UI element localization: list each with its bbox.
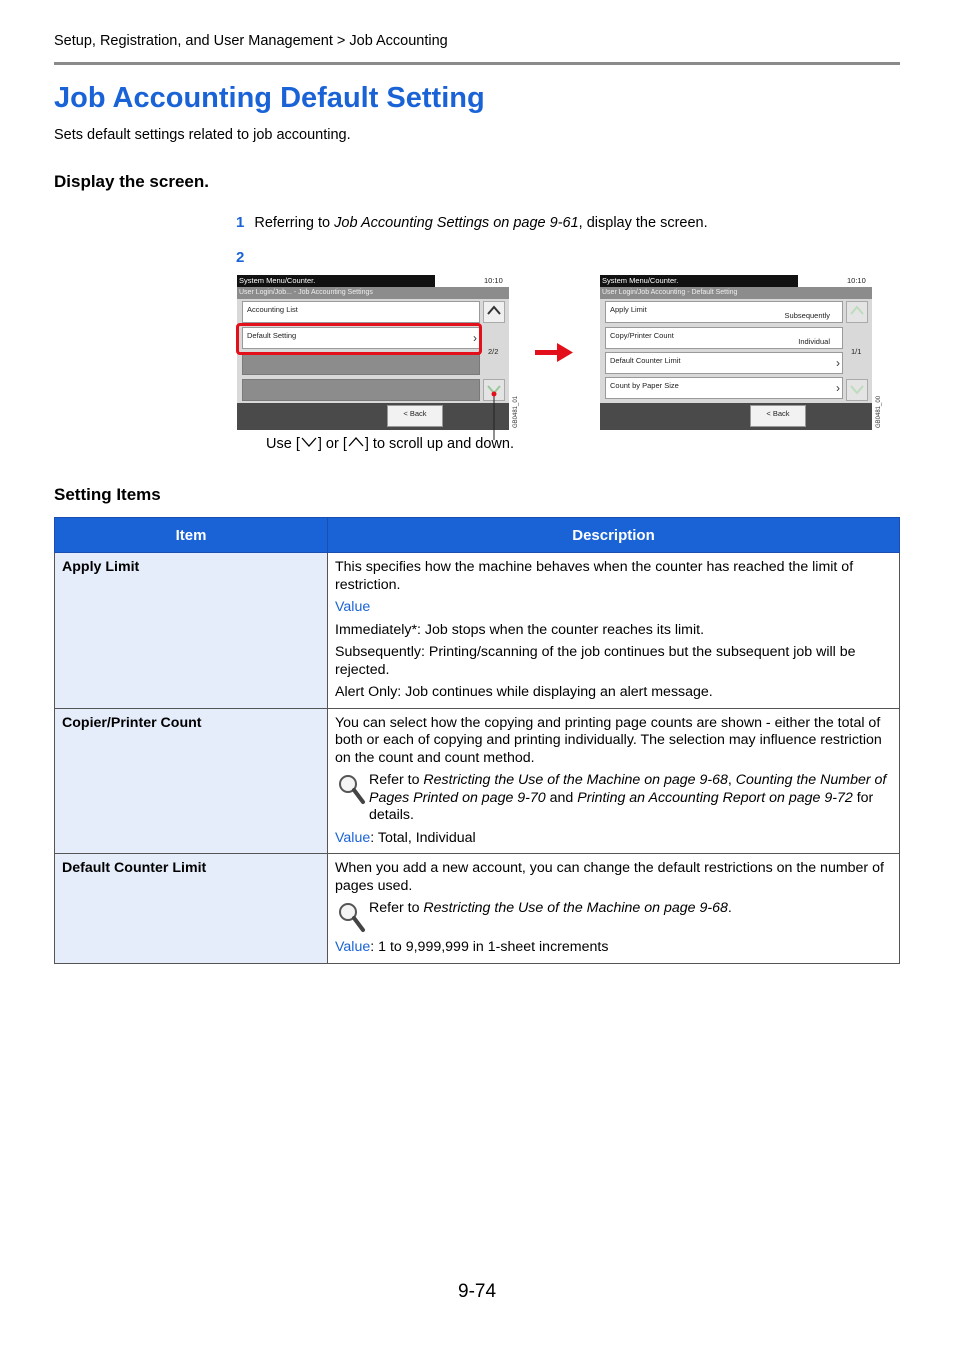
- row-label: Apply Limit: [610, 305, 647, 314]
- chevron-down-icon: [848, 380, 866, 398]
- caption-part2: ] or [: [317, 436, 347, 452]
- screen2-subheader: User Login/Job Accounting - Default Setting: [600, 287, 872, 299]
- table-row: [55, 854, 900, 964]
- column-header-description: Description: [328, 518, 900, 553]
- setting-items-table: [54, 517, 900, 964]
- magnifier-icon: [335, 772, 369, 806]
- value-option: Subsequently: Printing/scanning of the job continues but the subsequent job will be rejected.: [335, 644, 856, 678]
- ref-and: and: [545, 789, 578, 806]
- row-label: Default Setting: [247, 331, 297, 340]
- page-number: 9-74: [458, 1281, 497, 1302]
- ref-link-counting[interactable]: Counting the Number of Pages Printed on page 9-70: [369, 772, 887, 806]
- screen1-header: System Menu/Counter.: [237, 275, 435, 287]
- screen2-page-indicator: 1/1: [851, 347, 862, 356]
- breadcrumb: Setup, Registration, and User Management > Job Accounting: [54, 33, 448, 49]
- value-text: : Total, Individual: [370, 829, 476, 846]
- ref-link-restricting[interactable]: Restricting the Use of the Machine on page 9-68: [423, 772, 728, 788]
- value-line: [335, 939, 892, 957]
- description-cell: [328, 854, 900, 964]
- caption-part1: Use [: [266, 436, 300, 452]
- screen2-row-copy-printer-count[interactable]: [605, 327, 843, 349]
- reference-note: [335, 772, 892, 825]
- row-label: Count by Paper Size: [610, 381, 679, 390]
- scroll-up-button[interactable]: [846, 301, 868, 323]
- screen1-subheader: User Login/Job... - Job Accounting Settings: [237, 287, 509, 299]
- screen2-row-count-by-paper-size[interactable]: [605, 377, 843, 399]
- item-default-counter-limit: Default Counter Limit: [55, 854, 328, 964]
- screen1-time: 10:10: [484, 276, 503, 285]
- description-text: This specifies how the machine behaves when the counter has reached the limit of restriction.: [335, 559, 854, 593]
- chevron-right-icon: ›: [836, 356, 840, 370]
- value-label: Value: [335, 939, 371, 955]
- chevron-up-icon: [485, 302, 503, 320]
- screen2-time: 10:10: [847, 276, 866, 285]
- table-row: [55, 553, 900, 709]
- screen1-row-accounting-list[interactable]: [242, 301, 480, 323]
- description-text: You can select how the copying and printing page counts are shown - either the total of both or each of copying and printing individually. The selection may influence restriction on the count and count method.: [335, 714, 882, 766]
- ref-link-restricting[interactable]: Restricting the Use of the Machine on page 9-68: [423, 900, 728, 916]
- magnifier-icon: [335, 900, 369, 934]
- screen2-header: System Menu/Counter.: [600, 275, 798, 287]
- value-option: Alert Only: Job continues while displaying an alert message.: [335, 684, 713, 700]
- description-cell: [328, 708, 900, 854]
- step-2-number: 2: [236, 249, 245, 266]
- item-copier-printer-count: Copier/Printer Count: [55, 708, 328, 854]
- description-text: When you add a new account, you can change the default restrictions on the number of pages used.: [335, 860, 884, 894]
- screen1-page-indicator: 2/2: [488, 347, 499, 356]
- step-2: [236, 249, 244, 267]
- callout-line: [480, 390, 510, 442]
- value-line: [335, 830, 892, 848]
- value-option: Immediately*: Job stops when the counter reaches its limit.: [335, 621, 705, 638]
- ref-link-report[interactable]: Printing an Accounting Report on page 9-72: [577, 789, 853, 806]
- screen1-row-empty: [242, 353, 480, 375]
- table-row: [55, 708, 900, 854]
- row-value: Individual: [798, 337, 830, 346]
- arrow-right-icon: [535, 342, 575, 364]
- step-1-suffix: , display the screen.: [578, 215, 708, 231]
- value-text: : 1 to 9,999,999 in 1-sheet increments: [370, 939, 609, 955]
- screen2-row-apply-limit[interactable]: [605, 301, 843, 323]
- screen1-image-code: GB0481_01: [513, 395, 519, 428]
- ref-suffix: .: [727, 900, 732, 916]
- chevron-down-icon: [300, 436, 318, 448]
- screen2-back-button[interactable]: < Back: [750, 405, 806, 427]
- intro-text: Sets default settings related to job accounting.: [54, 127, 351, 143]
- screen2-row-default-counter-limit[interactable]: [605, 352, 843, 374]
- item-apply-limit: Apply Limit: [55, 553, 328, 709]
- ref-prefix: Refer to: [369, 772, 424, 788]
- row-label: Accounting List: [247, 305, 298, 314]
- column-header-item: Item: [55, 518, 328, 553]
- highlight-box: [236, 323, 482, 355]
- setting-items-heading: Setting Items: [54, 485, 161, 504]
- chevron-up-icon: [848, 302, 866, 320]
- header-divider: [54, 62, 900, 65]
- screen1-back-button[interactable]: < Back: [387, 405, 443, 427]
- chevron-right-icon: ›: [473, 331, 477, 345]
- screen-default-setting: [600, 275, 872, 430]
- ref-suffix: for details.: [369, 789, 874, 823]
- chevron-up-icon: [347, 436, 365, 448]
- scroll-down-button[interactable]: [846, 379, 868, 401]
- screen2-image-code: GB0481_00: [876, 395, 882, 428]
- row-label: Default Counter Limit: [610, 356, 681, 365]
- value-label: Value: [335, 829, 371, 846]
- row-label: Copy/Printer Count: [610, 331, 674, 340]
- scroll-caption: [266, 436, 514, 452]
- step-1-prefix: Referring to: [254, 215, 335, 231]
- step-1-link[interactable]: Job Accounting Settings on page 9-61: [334, 215, 579, 231]
- step-1-number: 1: [236, 214, 245, 231]
- description-cell: [328, 553, 900, 709]
- scroll-up-button[interactable]: [483, 301, 505, 323]
- step-1: [236, 214, 708, 231]
- value-label: Value: [335, 599, 371, 615]
- reference-note: [335, 900, 892, 934]
- screen1-row-empty: [242, 379, 480, 401]
- ref-prefix: Refer to: [369, 900, 424, 916]
- page-title: Job Accounting Default Setting: [54, 82, 485, 114]
- row-value: Subsequently: [784, 311, 830, 320]
- display-heading: Display the screen.: [54, 172, 209, 191]
- caption-part3: ] to scroll up and down.: [364, 436, 514, 452]
- ref-sep: ,: [727, 772, 736, 788]
- table-header-row: [55, 518, 900, 553]
- chevron-right-icon: ›: [836, 381, 840, 395]
